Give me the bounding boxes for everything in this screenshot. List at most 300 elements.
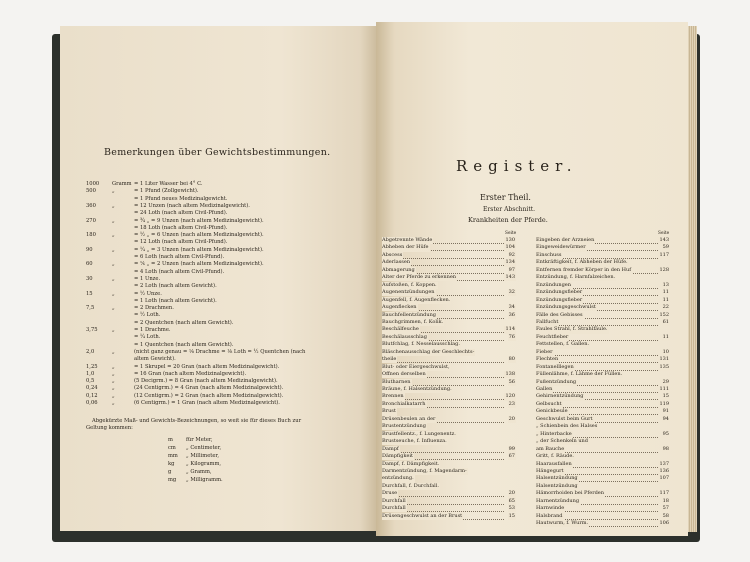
register-entry [536, 334, 670, 341]
leader-dots [536, 388, 658, 393]
register-entry [536, 446, 670, 453]
register-entry [382, 356, 516, 363]
register-entry [382, 297, 516, 304]
register-entry [536, 468, 670, 475]
weight-equivalence: = 2 Quentchen (nach altem Gewicht). [134, 319, 234, 326]
weight-unit: Gramm [112, 181, 132, 187]
weight-unit: „ [112, 290, 115, 297]
weight-unit: „ [112, 217, 115, 224]
weight-equivalence: = 24 Loth (nach altem Civil-Pfund). [134, 210, 228, 217]
abbrev-key: kg [168, 461, 175, 467]
register-entry [536, 520, 670, 527]
register-entry [382, 244, 516, 251]
weight-unit: „ [112, 348, 115, 355]
register-entry [536, 386, 670, 393]
entry-page-number: 128 [659, 266, 669, 273]
register-entry [382, 461, 516, 468]
weight-equivalence: (5 Decigrm.) = 8 Gran (nach altem Medizinalgewicht). [134, 378, 278, 385]
entry-term: Augenflecken [382, 304, 417, 311]
register-entry [536, 438, 670, 445]
weight-unit: „ [112, 378, 115, 385]
weight-unit: „ [112, 392, 115, 399]
entry-term: Brustentzündung [382, 423, 426, 430]
register-entry [536, 237, 670, 244]
entry-term: am Bauche [536, 445, 565, 452]
register-entry [536, 453, 670, 460]
register-entry [382, 319, 516, 326]
abbrev-value: für Meter, [186, 437, 213, 443]
register-entry [382, 304, 516, 311]
entry-term: Bräune, f. Halsentzündung. [382, 386, 452, 392]
weight-unit: „ [112, 188, 115, 195]
weight-equivalence: (24 Centigrm.) = 4 Gran (nach altem Medizinalgewicht). [134, 385, 284, 392]
entry-term: Hängegurt [536, 467, 564, 474]
register-entry [536, 393, 670, 400]
entry-term: Darmentzündung, f. Magendarm- [382, 467, 467, 474]
entry-term: Alter der Pferde zu erkennen [382, 274, 457, 281]
entry-term: Bauchgrimmen, f. Kolik. [382, 318, 444, 325]
weight-amount: 360 [86, 202, 96, 209]
register-entry [382, 423, 516, 430]
entry-term: Harnentzündung [536, 497, 580, 504]
entry-term: Offnen derselben [382, 371, 426, 378]
entry-term: Beschälfeuche [382, 326, 419, 333]
entry-page-number: 29 [662, 378, 669, 385]
entry-term: Enzündungen [536, 281, 571, 288]
register-entry [536, 252, 670, 259]
entry-term: Enzündungsgeschwulst [536, 304, 596, 311]
entry-term: Blutharnen [382, 378, 411, 385]
page-edges [688, 26, 697, 532]
entry-term: Geschwulst beim Gurt [536, 415, 593, 422]
weight-amount: 0,5 [86, 378, 95, 385]
entry-term: Augenfell, f. Augenflecken. [382, 296, 451, 303]
section-heading: Erster Abschnitt. [483, 206, 536, 213]
weight-amount: 7,5 [86, 305, 95, 312]
leader-dots [382, 492, 504, 497]
entry-term: Fallfucht [536, 318, 559, 325]
weight-equivalence: = 16 Gran (nach altem Medizinalgewicht). [134, 370, 247, 377]
entry-page-number: 18 [662, 497, 669, 504]
weight-equivalence: = 1 Skrupel = 20 Gran (nach altem Medizinalgewicht). [134, 363, 280, 370]
entry-page-number: 130 [505, 237, 515, 243]
abbrev-note-line2: Geltung kommen: [86, 425, 133, 431]
entry-page-number: 98 [662, 445, 669, 452]
entry-term: Blutfchlag, f. Nesselausschlag. [382, 341, 460, 348]
entry-term: Brustseuche, f. Influenza. [382, 438, 447, 445]
entry-term: Hämorrhoiden bei Pferden [536, 490, 604, 497]
weight-equivalence: = 18 Loth (nach altem Civil-Pfund). [134, 224, 228, 231]
register-entry [382, 498, 516, 505]
register-entry [382, 259, 516, 266]
entry-term: Gallen [536, 386, 553, 392]
register-entry [382, 401, 516, 408]
weight-unit: „ [112, 202, 115, 209]
register-entry [536, 259, 670, 266]
register-entry [382, 274, 516, 281]
weight-unit: „ [112, 400, 115, 406]
entry-term: Fälle des Gebisses [536, 311, 583, 318]
left-page [60, 26, 376, 531]
entry-term: Halsentzündung [536, 475, 578, 482]
entry-page-number: 58 [662, 512, 669, 519]
entry-page-number: 11 [662, 333, 669, 340]
entry-term: Augenentzündungen [382, 289, 435, 296]
register-entry [536, 401, 670, 408]
register-entry [382, 393, 516, 400]
register-entry [536, 341, 670, 348]
register-entry [536, 461, 670, 468]
entry-page-number: 76 [508, 333, 515, 340]
entry-term: Drüsengeschwulst an der Brust [382, 512, 463, 519]
entry-page-number: 152 [659, 311, 669, 318]
weight-amount: 0,06 [86, 400, 98, 406]
entry-term: Abheben der Hüfe [382, 244, 429, 251]
entry-page-number: 13 [662, 281, 669, 288]
register-entry [536, 267, 670, 274]
register-entry [536, 408, 670, 415]
register-entry [536, 490, 670, 497]
entry-page-number: 20 [508, 415, 515, 422]
entry-term: „ der Schenkeln und [536, 438, 588, 445]
weight-equivalence: = 2 Drachmen. [134, 305, 174, 312]
register-entry [536, 356, 670, 363]
abbrev-key: mm [168, 453, 178, 459]
register-entry [536, 431, 670, 438]
weight-equivalence: = ¼ „ = 3 Unzen (nach altem Medizinalgewicht). [134, 246, 264, 253]
entry-term: Genickbeule [536, 408, 568, 415]
weight-equivalence: = ½ Loth. [134, 312, 161, 319]
abbrev-note-line1: Abgekürzte Maß- und Gewichts-Bezeichnungen, so weit sie für dieses Buch zur [92, 418, 302, 424]
weight-equivalence: = 1 Liter Wasser bei 4° C. [134, 181, 203, 187]
entry-term: Aderlassen [382, 259, 411, 266]
entry-page-number: 106 [659, 520, 669, 527]
entry-term: Einschuss [536, 251, 562, 258]
entry-term: Dampf [382, 445, 399, 452]
register-entry [382, 505, 516, 512]
entry-page-number: 32 [508, 289, 515, 296]
register-entry [382, 237, 516, 244]
weight-equivalence: = 1 Pfund (Zollgewicht). [134, 188, 199, 195]
entry-term: Haarausfallen [536, 460, 572, 467]
weight-equivalence: (12 Centigrm.) = 2 Gran (nach altem Medizinalgewicht). [134, 392, 284, 399]
entry-page-number: 95 [662, 430, 669, 437]
register-entry [536, 304, 670, 311]
entry-term: Halsbrand [536, 512, 563, 519]
weight-unit: „ [112, 370, 115, 377]
register-entry [536, 312, 670, 319]
abbrev-value: „ Kilogramm, [186, 461, 222, 467]
weight-unit: „ [112, 246, 115, 253]
entry-page-number: 143 [505, 274, 515, 281]
register-entry [536, 244, 670, 251]
part-heading: Erster Theil. [480, 193, 531, 202]
entry-term: Fontanelllegen [536, 363, 574, 370]
weight-equivalence: = 1 Drachme. [134, 327, 171, 333]
entry-term: Feuchtfieber [536, 333, 569, 340]
entry-term: Faules Strahl, f. Strahlfäule. [536, 326, 608, 333]
entry-term: Brust [382, 408, 396, 415]
abbrev-value: „ Centimeter, [186, 445, 222, 451]
entry-page-number: 136 [659, 467, 669, 474]
register-entry [382, 438, 516, 445]
entry-page-number: 104 [505, 244, 515, 251]
entry-term: „ Schienbein des Halses [536, 423, 598, 430]
entry-page-number: 53 [508, 505, 515, 512]
register-entry [536, 364, 670, 371]
register-entry [382, 326, 516, 333]
entry-page-number: 94 [662, 415, 669, 422]
entry-page-number: 65 [508, 497, 515, 504]
weight-unit: „ [112, 305, 115, 312]
entry-term: Abmagerung [382, 266, 415, 273]
weight-unit: „ [112, 327, 115, 333]
register-entry [536, 505, 670, 512]
entry-term: Bronchialkatarrh [382, 400, 426, 407]
entry-term: Brustfellentz., f. Lungenentz. [382, 430, 456, 437]
entry-page-number: 134 [505, 259, 515, 266]
register-entry [382, 386, 516, 393]
register-entry [536, 416, 670, 423]
abbrev-value: „ Milligramm. [186, 477, 223, 483]
entry-term: Drüsenbeulen an der [382, 415, 436, 422]
entry-term: Abgetrennte Wände [382, 237, 433, 243]
entry-term: Fieber [536, 348, 553, 355]
register-entry [536, 282, 670, 289]
entry-page-number: 131 [659, 356, 669, 363]
register-title: Register. [456, 157, 578, 175]
weight-amount: 2,0 [86, 348, 95, 355]
entry-term: Eingeben der Arzneien [536, 237, 595, 243]
entry-term: Gehirnentzündung [536, 393, 584, 400]
entry-page-number: 59 [662, 244, 669, 251]
register-entry [536, 371, 670, 378]
weight-equivalence: = 4 Loth (nach altem Civil-Pfund). [134, 268, 225, 275]
entry-page-number: 11 [662, 296, 669, 303]
register-entry [382, 364, 516, 371]
entry-term: Bläschenausschlag der Geschlechts- [382, 348, 475, 355]
entry-term: Fettstellen, f. Gallen. [536, 341, 590, 348]
weight-unit: „ [112, 275, 115, 282]
register-entry [536, 319, 670, 326]
entry-term: Flechten [536, 356, 559, 363]
register-entry [382, 513, 516, 520]
entry-page-number: 111 [659, 386, 669, 392]
entry-page-number: 36 [508, 311, 515, 318]
register-entry [382, 252, 516, 259]
register-entry [536, 289, 670, 296]
entry-page-number: 15 [508, 512, 515, 519]
register-entry [382, 341, 516, 348]
weight-equivalence: = ¾ „ = 9 Unzen (nach altem Medizinalgewicht). [134, 217, 264, 224]
register-entry [382, 468, 516, 475]
weight-unit: „ [112, 363, 115, 370]
left-page-title: Bemerkungen über Gewichtsbestimmungen. [104, 147, 331, 158]
entry-page-number: 135 [659, 363, 669, 370]
entry-term: Gritt, f. Räude. [536, 453, 574, 460]
register-entry [382, 431, 516, 438]
weight-equivalence: = ½ Unze. [134, 290, 162, 297]
page-column-label-2: Seite [658, 231, 670, 236]
entry-page-number: 67 [508, 453, 515, 460]
weight-amount: 500 [86, 188, 96, 195]
page-column-label-1: Seite [505, 231, 517, 236]
entry-page-number: 117 [659, 251, 669, 258]
register-entry [536, 483, 670, 490]
entry-term: Entzündung, f. Harnfalzeichen. [536, 274, 616, 281]
weight-equivalence: = 6 Loth (nach altem Civil-Pfund). [134, 254, 225, 260]
entry-page-number: 10 [662, 348, 669, 355]
leader-dots [382, 445, 504, 453]
entry-term: Beschälausschlag [382, 333, 427, 340]
entry-page-number: 137 [659, 460, 669, 467]
abbrev-value: „ Millimeter, [186, 453, 219, 459]
register-entry [536, 498, 670, 505]
register-entry [536, 297, 670, 304]
abbrev-value: „ Gramm, [186, 469, 212, 475]
register-entry [536, 349, 670, 356]
register-entry [382, 282, 516, 289]
weight-row [60, 399, 376, 407]
entry-page-number: 120 [505, 393, 515, 400]
entry-term: Gelbsucht [536, 400, 562, 407]
entry-page-number: 22 [662, 304, 669, 311]
weight-equivalence: = 12 Loth (nach altem Civil-Pfund). [134, 239, 228, 246]
weight-unit: „ [112, 261, 115, 268]
weight-equivalence: (nicht ganz genau = ⅛ Drachme = ⅛ Loth = ½ Quentchen (nach [134, 348, 306, 355]
entry-page-number: 20 [508, 490, 515, 497]
entry-page-number: 57 [662, 505, 669, 512]
register-entry [382, 475, 516, 482]
weight-equivalence: = 1 Quentchen (nach altem Gewicht). [134, 341, 234, 348]
register-entry [382, 289, 516, 296]
entry-term: Durchfall [382, 505, 406, 512]
register-entry [382, 371, 516, 378]
weight-amount: 1000 [86, 181, 100, 187]
register-entry [382, 453, 516, 460]
entry-term: Dämpfigkeit [382, 453, 414, 460]
register-entry [382, 446, 516, 453]
register-entry [536, 326, 670, 333]
weight-unit: „ [112, 385, 115, 392]
leader-dots [536, 348, 658, 356]
weight-equivalence: = 1 Pfund neues Medizinalgewicht. [134, 195, 228, 202]
weight-amount: 1,0 [86, 370, 95, 377]
weight-equivalence: altem Gewicht). [134, 356, 176, 363]
register-entry [536, 475, 670, 482]
leader-dots [382, 358, 504, 363]
entry-term: Brennen [382, 393, 404, 400]
weight-amount: 270 [86, 217, 96, 224]
register-entry [382, 349, 516, 356]
entry-page-number: 80 [508, 356, 515, 363]
register-entry [382, 483, 516, 490]
register-entry [382, 490, 516, 497]
entry-page-number: 107 [659, 475, 669, 482]
weight-amount: 15 [86, 290, 93, 297]
weight-unit: „ [112, 232, 115, 239]
register-entry [382, 267, 516, 274]
entry-term: Bauchfellentzündung [382, 311, 437, 318]
entry-term: Hautwurm, f. Wurm. [536, 520, 589, 527]
register-entry [536, 423, 670, 430]
register-entry [382, 416, 516, 423]
weight-amount: 30 [86, 275, 93, 282]
entry-term: Enzündungsfieber [536, 289, 583, 296]
entry-term: Entkräftigkeit, f. Abheben der Hüfe. [536, 259, 628, 266]
weight-amount: 180 [86, 232, 96, 239]
register-entry [382, 334, 516, 341]
entry-term: Blut- oder Eiergeschwulst, [382, 363, 450, 370]
register-entry [536, 274, 670, 281]
entry-page-number: 114 [505, 326, 515, 333]
entry-term: Druse [382, 490, 398, 497]
abbrev-key: g [168, 469, 172, 475]
weight-amount: 0,24 [86, 385, 98, 392]
weight-amount: 0,12 [86, 392, 98, 399]
entry-term: Abscess [382, 251, 403, 258]
weight-equivalence: (6 Centigrm.) = 1 Gran (nach altem Medizinalgewicht). [134, 400, 280, 406]
weight-amount: 60 [86, 261, 93, 268]
entry-page-number: 92 [508, 251, 515, 258]
entry-page-number: 138 [505, 371, 515, 378]
entry-term: Entfernen fremder Körper in den Huf [536, 266, 632, 273]
weight-equivalence: = 1 Unze. [134, 275, 161, 282]
entry-page-number: 117 [659, 490, 669, 497]
weight-equivalence: = 2 Loth (nach altem Gewicht). [134, 283, 217, 290]
abbrev-key: cm [168, 445, 176, 451]
weight-amount: 3,75 [86, 327, 98, 333]
entry-page-number: 11 [662, 289, 669, 296]
entry-term: theile [382, 356, 397, 363]
entry-term: Fußentzündung [536, 378, 577, 385]
entry-page-number: 91 [662, 408, 669, 415]
entry-term: Durchfall [382, 497, 406, 504]
entry-term: Füllenlähme, f. Lähme der Füllen. [536, 371, 623, 378]
entry-page-number: 34 [508, 304, 515, 311]
entry-term: Eingeweidewürmer [536, 244, 586, 251]
register-entry [382, 408, 516, 415]
entry-term: Dampf, f. Dämpfigkeit. [382, 460, 440, 467]
weight-equivalence: = ¼ Loth. [134, 334, 161, 341]
right-page [376, 22, 688, 536]
register-entry [382, 312, 516, 319]
register-entry [536, 379, 670, 386]
entry-page-number: 61 [662, 318, 669, 325]
subject-heading: Krankheiten der Pferde. [468, 216, 548, 224]
entry-page-number: 143 [659, 237, 669, 243]
weight-equivalence: = 12 Unzen (nach altem Medizinalgewicht). [134, 202, 250, 209]
entry-term: entzündung. [382, 475, 414, 482]
entry-page-number: 99 [508, 445, 515, 452]
entry-page-number: 56 [508, 378, 515, 385]
entry-page-number: 15 [662, 393, 669, 400]
entry-term: Durchfall, f. Durchfall. [382, 482, 439, 489]
entry-page-number: 119 [659, 400, 669, 407]
register-entry [382, 379, 516, 386]
weight-equivalence: = 1 Loth (nach altem Gewicht). [134, 297, 217, 304]
entry-term: Harnwinde [536, 505, 565, 512]
entry-term: Enzündungsfieber [536, 296, 583, 303]
entry-term: Halsentzündung [536, 482, 578, 489]
weight-amount: 90 [86, 246, 93, 253]
entry-page-number: 97 [508, 266, 515, 273]
abbrev-key: m [168, 437, 173, 443]
weight-equivalence: = ½ „ = 6 Unzen (nach altem Medizinalgewicht). [134, 232, 264, 239]
weight-amount: 1,25 [86, 363, 98, 370]
entry-page-number: 23 [508, 400, 515, 407]
abbrev-key: mg [168, 477, 177, 483]
